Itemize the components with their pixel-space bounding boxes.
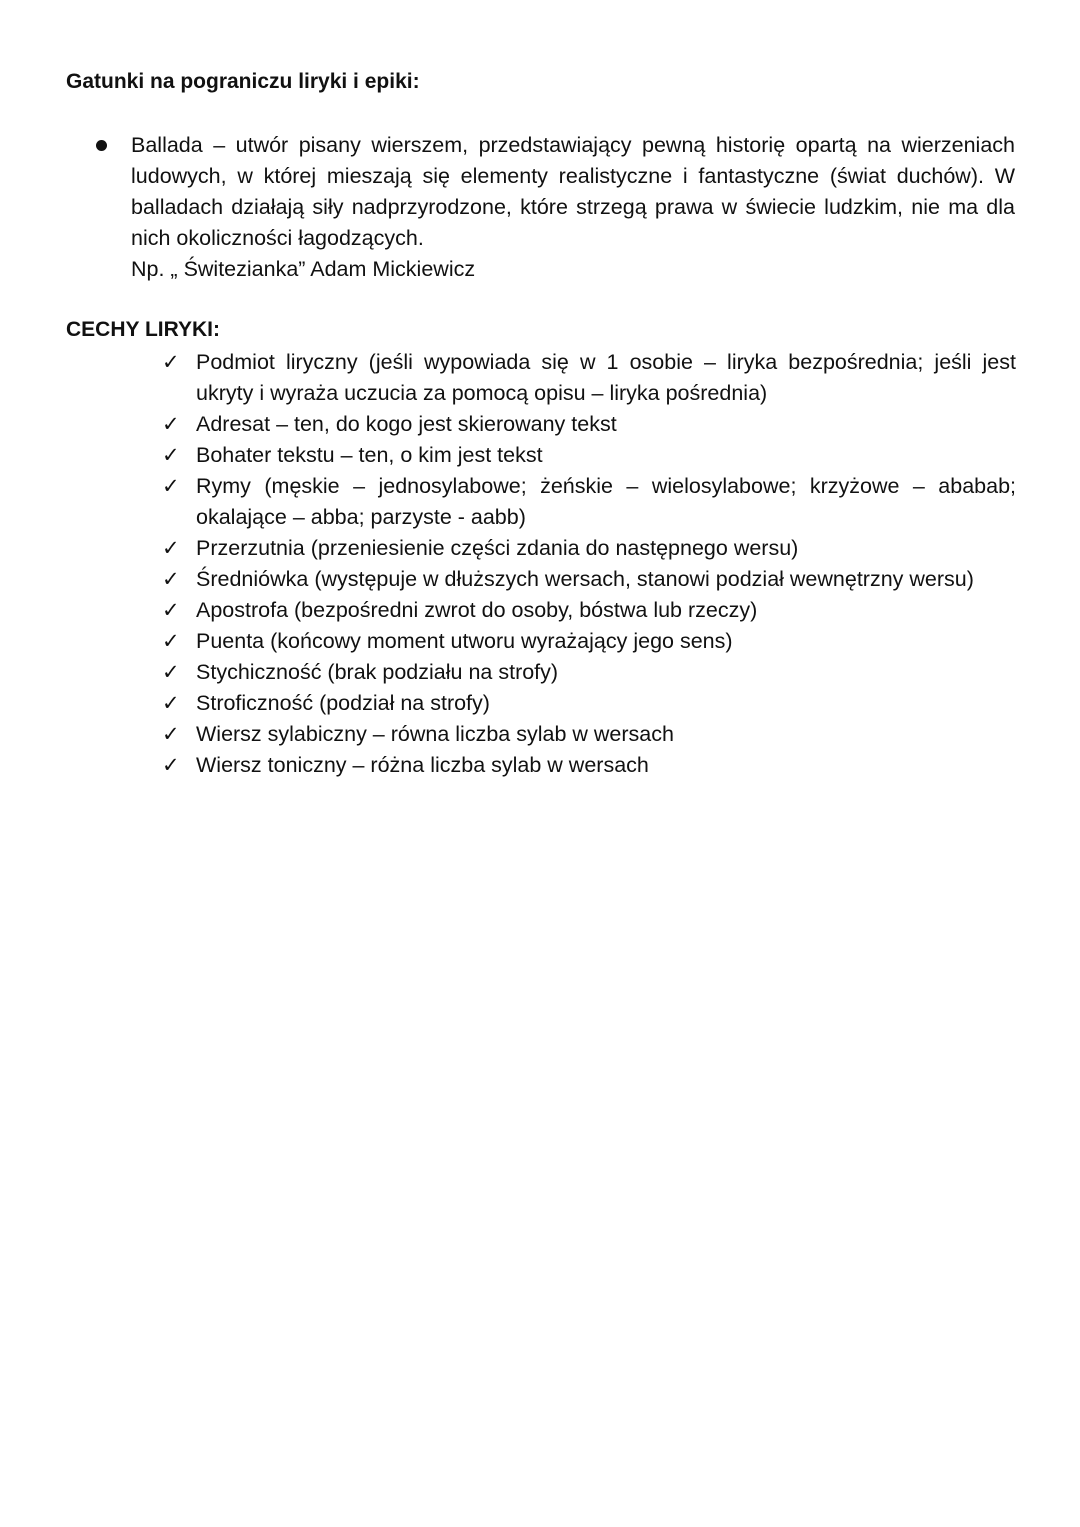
list-item xyxy=(162,719,1016,750)
bullet-icon xyxy=(96,140,107,151)
ballada-definition: Ballada – utwór pisany wierszem, przedstawiający pewną historię opartą na wierzeniach ludowych, w której mieszają się elementy realistyczne i fantastyczne (świat duchów). W balladach działają siły nadprzyrodzone, które strzegą prawa w świecie ludzkim, nie ma dla nich okoliczności łagodzących. xyxy=(131,133,1015,250)
list-item-text: Adresat – ten, do kogo jest skierowany tekst xyxy=(196,412,617,436)
check-mark-icon: ✓ xyxy=(162,660,180,684)
list-item-text: Wiersz toniczny – różna liczba sylab w wersach xyxy=(196,753,649,777)
list-item xyxy=(162,657,1016,688)
section-heading-genres: Gatunki na pograniczu liryki i epiki: xyxy=(66,70,420,93)
list-item-text: Stroficzność (podział na strofy) xyxy=(196,691,490,715)
list-item-text: Apostrofa (bezpośredni zwrot do osoby, bóstwa lub rzeczy) xyxy=(196,598,758,622)
list-item xyxy=(162,564,1016,595)
check-mark-icon: ✓ xyxy=(162,412,180,436)
list-item xyxy=(162,533,1016,564)
list-item xyxy=(162,347,1016,409)
list-item-text: Puenta (końcowy moment utworu wyrażający jego sens) xyxy=(196,629,733,653)
list-item xyxy=(162,409,1016,440)
check-mark-icon: ✓ xyxy=(162,567,180,591)
list-item-text: Podmiot liryczny (jeśli wypowiada się w 1 osobie – liryka bezpośrednia; jeśli jest ukryty i wyraża uczucia za pomocą opisu – liryka pośrednia) xyxy=(196,350,1016,405)
check-mark-icon: ✓ xyxy=(162,753,180,777)
check-mark-icon: ✓ xyxy=(162,443,180,467)
list-item xyxy=(162,471,1016,533)
check-mark-icon: ✓ xyxy=(162,598,180,622)
list-item xyxy=(162,688,1016,719)
check-mark-icon: ✓ xyxy=(162,691,180,715)
list-item-text: Stychiczność (brak podziału na strofy) xyxy=(196,660,559,684)
list-item-text: Rymy (męskie – jednosylabowe; żeńskie – wielosylabowe; krzyżowe – ababab; okalające – abba; parzyste - aabb) xyxy=(196,474,1016,529)
list-item xyxy=(162,750,1016,781)
list-item-text: Średniówka (występuje w dłuższych wersach, stanowi podział wewnętrzny wersu) xyxy=(196,567,974,591)
list-item-text: Wiersz sylabiczny – równa liczba sylab w wersach xyxy=(196,722,674,746)
lyric-features-list xyxy=(162,347,1016,781)
list-item-text: Bohater tekstu – ten, o kim jest tekst xyxy=(196,443,543,467)
check-mark-icon: ✓ xyxy=(162,474,180,498)
ballada-example: Np. „ Świtezianka” Adam Mickiewicz xyxy=(131,257,476,281)
list-item xyxy=(162,626,1016,657)
check-mark-icon: ✓ xyxy=(162,629,180,653)
check-mark-icon: ✓ xyxy=(162,350,180,374)
list-item xyxy=(162,595,1016,626)
check-mark-icon: ✓ xyxy=(162,722,180,746)
check-mark-icon: ✓ xyxy=(162,536,180,560)
section-heading-features: CECHY LIRYKI: xyxy=(66,318,221,341)
list-item xyxy=(162,440,1016,471)
list-item-text: Przerzutnia (przeniesienie części zdania do następnego wersu) xyxy=(196,536,799,560)
